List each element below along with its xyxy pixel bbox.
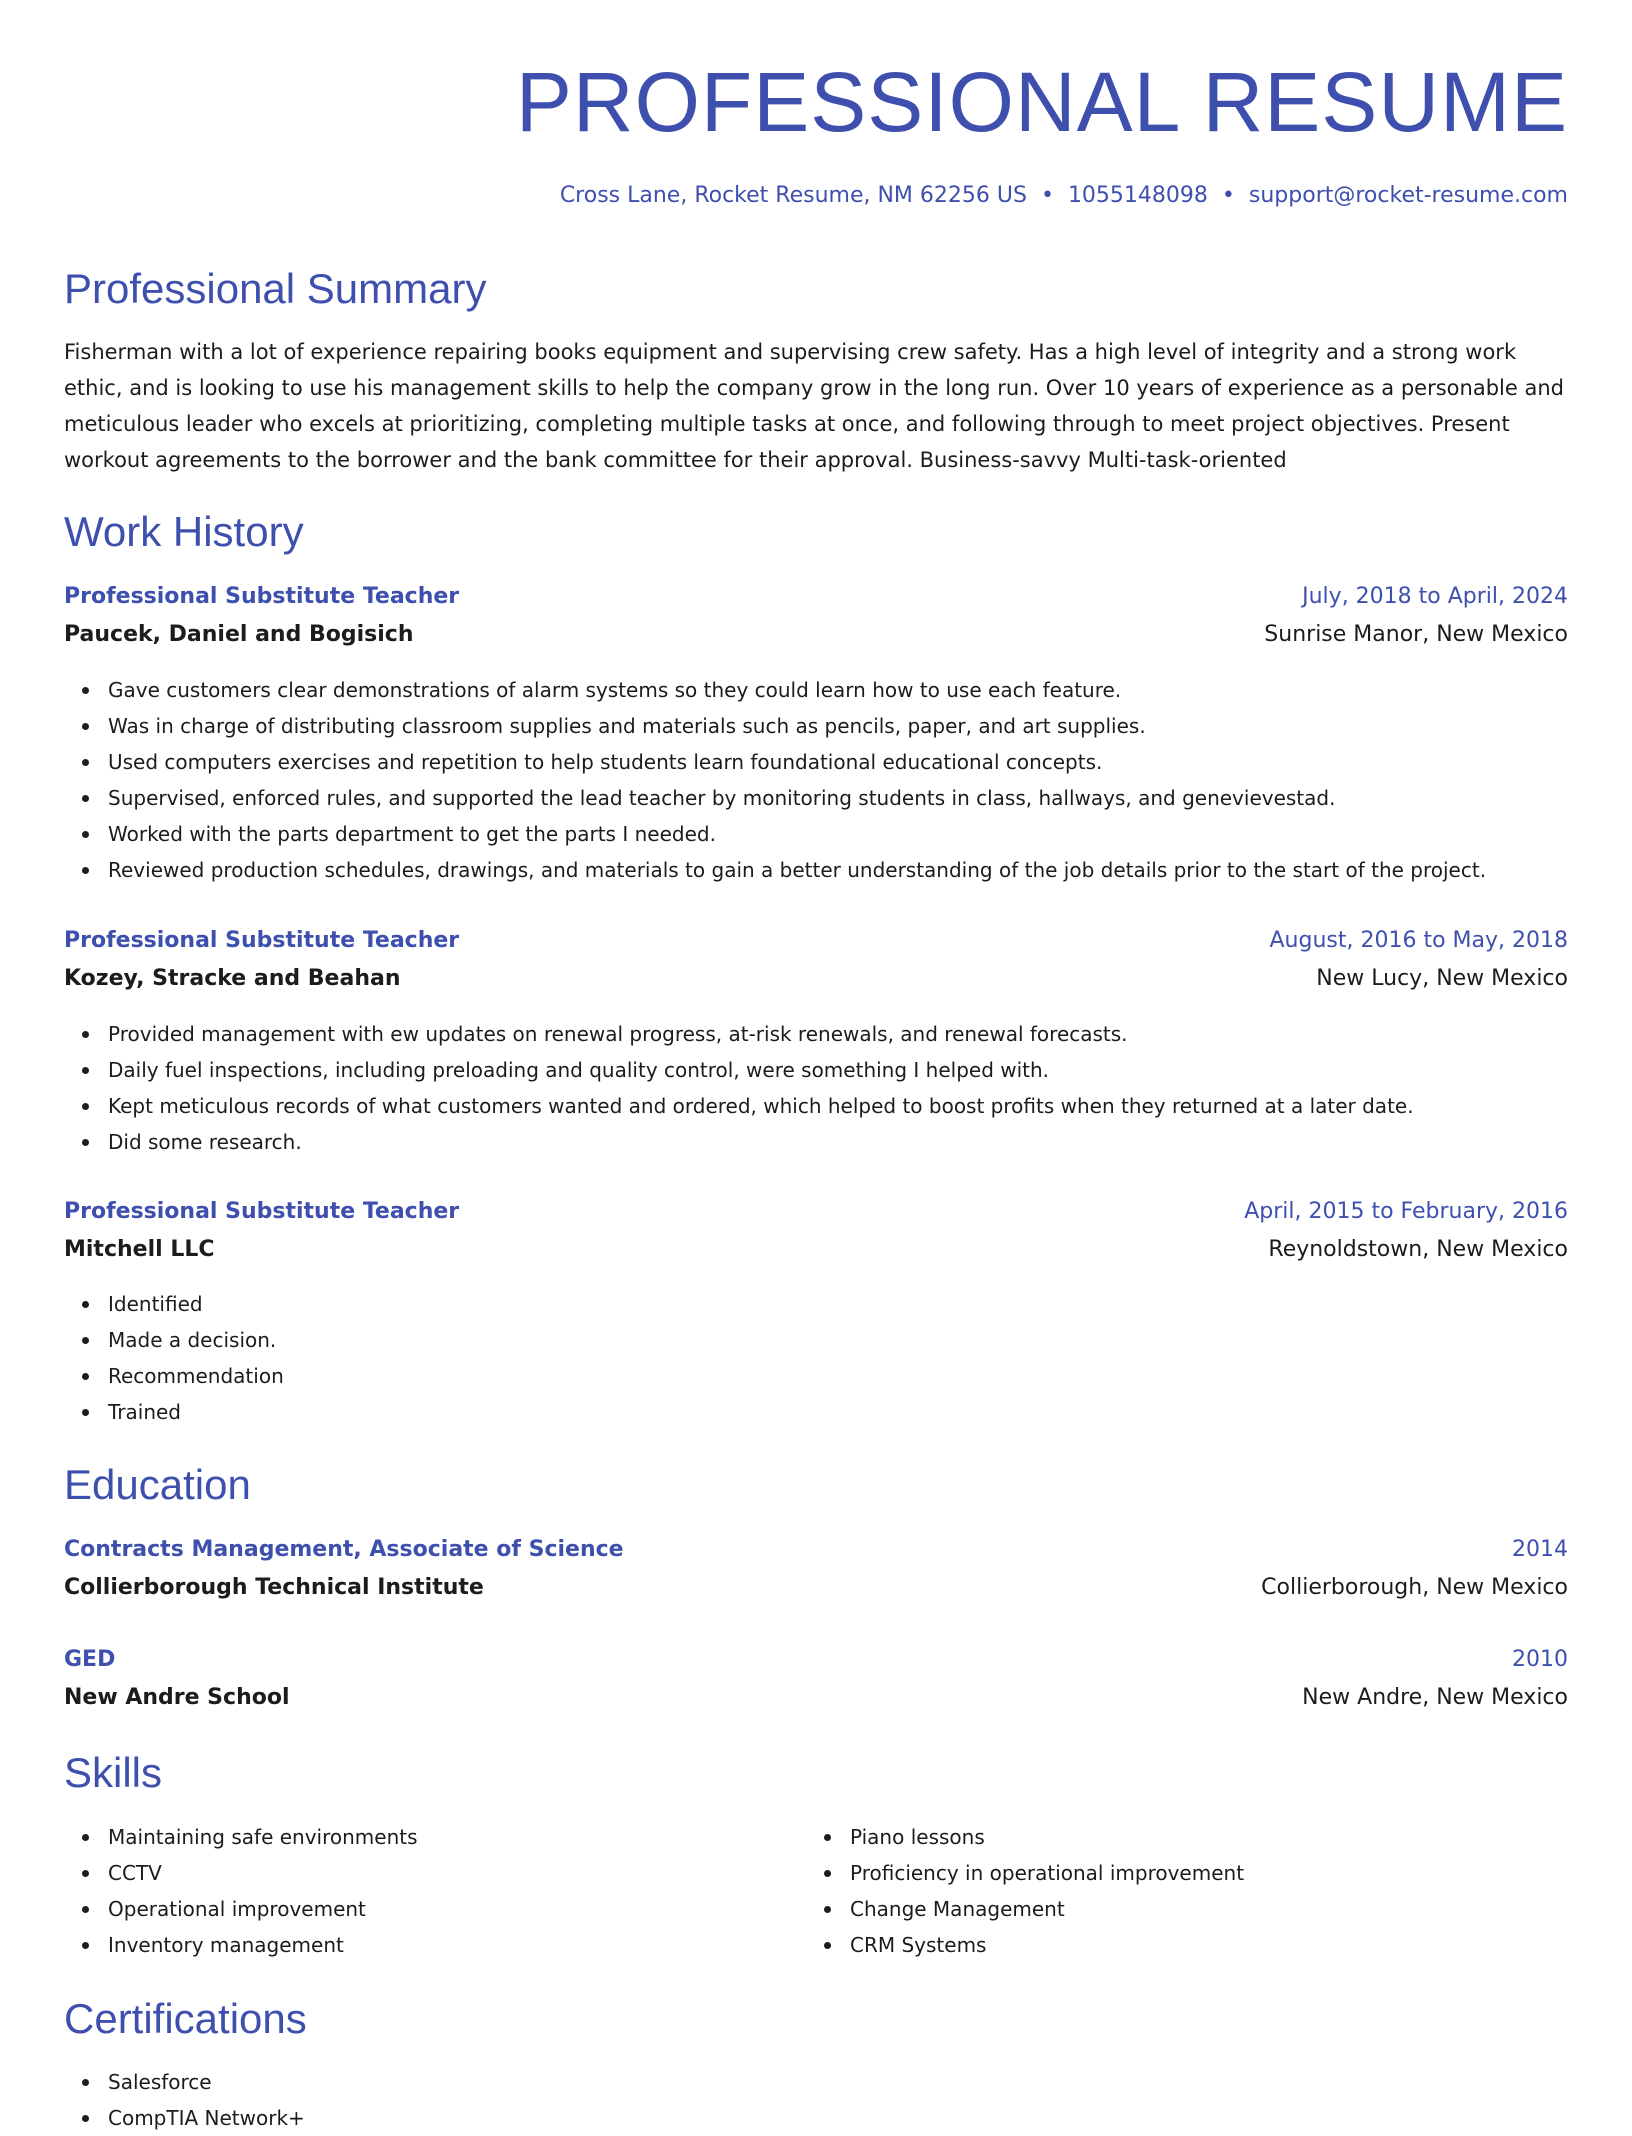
job-entry <box>64 926 1568 994</box>
job-bullets <box>64 672 1568 888</box>
education-location: New Andre, New Mexico <box>1302 1685 1568 1710</box>
skill-item: Inventory management <box>108 1927 764 1963</box>
job-entry <box>64 582 1568 650</box>
list-item: Daily fuel inspections, including preloading and quality control, were something I helped with. <box>108 1052 1568 1088</box>
skill-item: Change Management <box>850 1891 1506 1927</box>
list-item: Kept meticulous records of what customers wanted and ordered, which helped to boost profits when they returned at a later date. <box>108 1088 1568 1124</box>
list-item: Identified <box>108 1286 1568 1322</box>
contact-separator: • <box>1221 183 1235 208</box>
summary-text: Fisherman with a lot of experience repairing books equipment and supervising crew safety. Has a high level of integrity and a strong work ethic, and is looking to use his management skills to help the company grow in the long run. Over 10 years of experience as a personable and meticulous leader who excels at prioritizing, completing multiple tasks at once, and following through to meet project objectives. Present workout agreements to the borrower and the bank committee for their approval. Business-savvy Multi-task-oriented <box>64 340 1564 472</box>
contact-phone: 1055148098 <box>1067 183 1208 208</box>
list-item: Trained <box>108 1394 1568 1430</box>
skill-item: Maintaining safe environments <box>108 1819 764 1855</box>
skill-item: Operational improvement <box>108 1891 764 1927</box>
certification-item: CompTIA Network+ <box>108 2100 1568 2136</box>
certifications-heading: Certifications <box>64 1995 307 2042</box>
work-history-heading: Work History <box>64 508 304 555</box>
education-school: New Andre School <box>64 1685 290 1710</box>
education-degree: GED <box>64 1647 116 1672</box>
job-company: Kozey, Stracke and Beahan <box>64 966 401 991</box>
list-item: Gave customers clear demonstrations of alarm systems so they could learn how to use each feature. <box>108 672 1568 708</box>
contact-line <box>560 180 1568 212</box>
certifications-list <box>64 2064 1568 2136</box>
skills-left-column <box>64 1819 764 1963</box>
list-item: Worked with the parts department to get the parts I needed. <box>108 816 1568 852</box>
job-title: Professional Substitute Teacher <box>64 1199 460 1224</box>
list-item: Recommendation <box>108 1358 1568 1394</box>
job-location: Sunrise Manor, New Mexico <box>1264 622 1568 647</box>
education-location: Collierborough, New Mexico <box>1261 1575 1568 1600</box>
job-title: Professional Substitute Teacher <box>64 928 460 953</box>
contact-separator: • <box>1040 183 1054 208</box>
skills-right-column <box>806 1819 1506 1963</box>
list-item: Made a decision. <box>108 1322 1568 1358</box>
contact-address: Cross Lane, Rocket Resume, NM 62256 US <box>559 183 1027 208</box>
job-company: Mitchell LLC <box>64 1237 215 1262</box>
list-item: Provided management with ew updates on renewal progress, at-risk renewals, and renewal forecasts. <box>108 1016 1568 1052</box>
job-dates: July, 2018 to April, 2024 <box>1302 584 1568 609</box>
list-item: Supervised, enforced rules, and supported the lead teacher by monitoring students in class, hallways, and genevievestad. <box>108 780 1568 816</box>
job-dates: August, 2016 to May, 2018 <box>1269 928 1568 953</box>
education-heading: Education <box>64 1461 251 1508</box>
education-year: 2014 <box>1512 1537 1568 1562</box>
job-location: New Lucy, New Mexico <box>1316 966 1568 991</box>
resume-title: PROFESSIONAL RESUME <box>515 55 1568 149</box>
education-entry <box>64 1535 1568 1603</box>
skill-item: Proficiency in operational improvement <box>850 1855 1506 1891</box>
list-item: Reviewed production schedules, drawings, and materials to gain a better understanding of the job details prior to the start of the project. <box>108 852 1568 888</box>
education-school: Collierborough Technical Institute <box>64 1575 484 1600</box>
skills-heading: Skills <box>64 1749 163 1796</box>
education-entry <box>64 1645 1568 1713</box>
list-item: Used computers exercises and repetition to help students learn foundational educational concepts. <box>108 744 1568 780</box>
education-degree: Contracts Management, Associate of Science <box>64 1537 624 1562</box>
skill-item: CCTV <box>108 1855 764 1891</box>
contact-email: support@rocket-resume.com <box>1248 183 1568 208</box>
summary-heading: Professional Summary <box>64 265 487 312</box>
job-location: Reynoldstown, New Mexico <box>1268 1237 1568 1262</box>
job-bullets <box>64 1286 1568 1430</box>
job-bullets <box>64 1016 1568 1160</box>
list-item: Did some research. <box>108 1124 1568 1160</box>
job-title: Professional Substitute Teacher <box>64 584 460 609</box>
education-year: 2010 <box>1512 1647 1568 1672</box>
certification-item: Salesforce <box>108 2064 1568 2100</box>
job-entry <box>64 1197 1568 1265</box>
job-dates: April, 2015 to February, 2016 <box>1244 1199 1568 1224</box>
job-company: Paucek, Daniel and Bogisich <box>64 622 414 647</box>
list-item: Was in charge of distributing classroom supplies and materials such as pencils, paper, and art supplies. <box>108 708 1568 744</box>
skill-item: CRM Systems <box>850 1927 1506 1963</box>
skill-item: Piano lessons <box>850 1819 1506 1855</box>
